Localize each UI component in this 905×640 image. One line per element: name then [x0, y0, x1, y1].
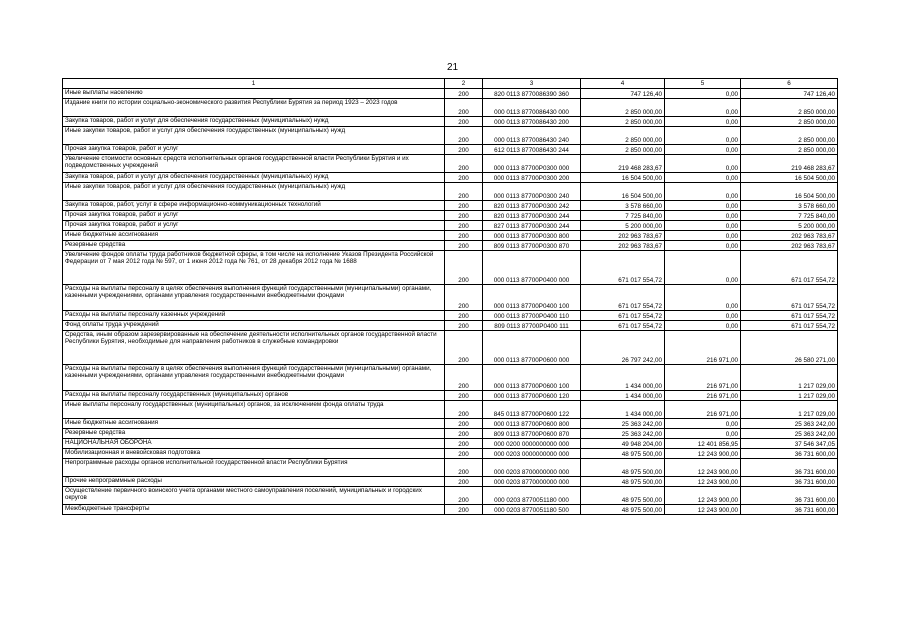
- row-amount: 671 017 554,72: [581, 285, 665, 311]
- row-amount: 49 948 204,00: [581, 439, 665, 449]
- row-total: 671 017 554,72: [741, 251, 838, 285]
- row-code: 200: [445, 321, 483, 331]
- table-row: [63, 439, 838, 449]
- table-row: [63, 285, 838, 311]
- row-amount: 25 363 242,00: [581, 429, 665, 439]
- row-amount: 5 200 000,00: [581, 221, 665, 231]
- row-code: 200: [445, 127, 483, 145]
- row-amount: 48 975 500,00: [581, 449, 665, 459]
- table-row: [63, 221, 838, 231]
- row-code: 200: [445, 311, 483, 321]
- row-code: 200: [445, 201, 483, 211]
- row-code: 200: [445, 439, 483, 449]
- table-row: [63, 477, 838, 487]
- row-code: 200: [445, 145, 483, 155]
- row-code: 200: [445, 241, 483, 251]
- row-kbk: 000 0113 87700P0300 000: [483, 155, 581, 173]
- row-amount: 26 797 242,00: [581, 331, 665, 365]
- table-row: [63, 505, 838, 515]
- table-row: [63, 155, 838, 173]
- row-total: 3 578 660,00: [741, 201, 838, 211]
- row-total: 1 217 029,00: [741, 401, 838, 419]
- table-row: [63, 391, 838, 401]
- row-name: Закупка товаров, работ и услуг для обеспечения государственных (муниципальных) нужд: [63, 173, 445, 183]
- row-change: 0,00: [665, 117, 741, 127]
- row-amount: 48 975 500,00: [581, 459, 665, 477]
- table-row: [63, 231, 838, 241]
- row-name: Иные бюджетные ассигнования: [63, 231, 445, 241]
- row-name: Иные выплаты населению: [63, 89, 445, 99]
- row-kbk: 000 0203 0000000000 000: [483, 449, 581, 459]
- row-change: 216 971,00: [665, 365, 741, 391]
- row-change: 0,00: [665, 241, 741, 251]
- row-change: 216 971,00: [665, 391, 741, 401]
- row-total: 26 580 271,00: [741, 331, 838, 365]
- table-row: [63, 89, 838, 99]
- row-name: Закупка товаров, работ, услуг в сфере информационно-коммуникационных технологий: [63, 201, 445, 211]
- header-col-4: 4: [581, 79, 665, 89]
- row-kbk: 809 0113 87700P0600 870: [483, 429, 581, 439]
- row-code: 200: [445, 89, 483, 99]
- row-change: 12 243 900,00: [665, 449, 741, 459]
- row-name: Мобилизационная и вневойсковая подготовка: [63, 449, 445, 459]
- row-kbk: 809 0113 87700P0300 870: [483, 241, 581, 251]
- row-kbk: 000 0200 0000000000 000: [483, 439, 581, 449]
- row-name: Иные закупки товаров, работ и услуг для обеспечения государственных (муниципальных) нужд: [63, 127, 445, 145]
- row-kbk: 000 0113 8770086430 000: [483, 99, 581, 117]
- row-name: Резервные средства: [63, 241, 445, 251]
- row-amount: 16 504 500,00: [581, 183, 665, 201]
- row-amount: 48 975 500,00: [581, 477, 665, 487]
- row-change: 0,00: [665, 311, 741, 321]
- row-name: Расходы на выплаты персоналу казенных учреждений: [63, 311, 445, 321]
- row-amount: 671 017 554,72: [581, 311, 665, 321]
- table-row: [63, 449, 838, 459]
- row-name: Прочие непрограммные расходы: [63, 477, 445, 487]
- row-change: 0,00: [665, 429, 741, 439]
- row-kbk: 000 0113 87700P0600 100: [483, 365, 581, 391]
- row-name: Расходы на выплаты персоналу государственных (муниципальных) органов: [63, 391, 445, 401]
- row-change: 0,00: [665, 321, 741, 331]
- row-change: 0,00: [665, 201, 741, 211]
- row-total: 1 217 029,00: [741, 391, 838, 401]
- row-change: 12 401 856,95: [665, 439, 741, 449]
- table-row: [63, 173, 838, 183]
- row-kbk: 000 0113 87700P0300 800: [483, 231, 581, 241]
- page-number: 21: [446, 62, 459, 73]
- row-total: 36 731 600,00: [741, 505, 838, 515]
- row-code: 200: [445, 231, 483, 241]
- row-amount: 2 850 000,00: [581, 145, 665, 155]
- row-code: 200: [445, 477, 483, 487]
- table-row: [63, 365, 838, 391]
- table-row: [63, 459, 838, 477]
- row-change: 12 243 900,00: [665, 505, 741, 515]
- row-kbk: 000 0113 87700P0600 120: [483, 391, 581, 401]
- row-kbk: 000 0203 8770000000 000: [483, 477, 581, 487]
- table-row: [63, 183, 838, 201]
- row-change: 0,00: [665, 221, 741, 231]
- row-total: 36 731 600,00: [741, 449, 838, 459]
- row-total: 671 017 554,72: [741, 285, 838, 311]
- row-total: 5 200 000,00: [741, 221, 838, 231]
- row-kbk: 000 0113 8770086430 200: [483, 117, 581, 127]
- row-amount: 25 363 242,00: [581, 419, 665, 429]
- row-total: 1 217 029,00: [741, 365, 838, 391]
- row-total: 36 731 600,00: [741, 487, 838, 505]
- table-header-row: [63, 79, 838, 89]
- row-change: 12 243 900,00: [665, 487, 741, 505]
- row-total: 7 725 840,00: [741, 211, 838, 221]
- row-kbk: 000 0113 87700P0300 240: [483, 183, 581, 201]
- row-total: 2 850 000,00: [741, 117, 838, 127]
- row-total: 2 850 000,00: [741, 127, 838, 145]
- row-amount: 48 975 500,00: [581, 505, 665, 515]
- row-kbk: 000 0113 87700P0400 100: [483, 285, 581, 311]
- table-body: [63, 89, 838, 515]
- row-total: 671 017 554,72: [741, 311, 838, 321]
- row-amount: 2 850 000,00: [581, 127, 665, 145]
- header-col-5: 5: [665, 79, 741, 89]
- row-total: 25 363 242,00: [741, 419, 838, 429]
- header-col-6: 6: [741, 79, 838, 89]
- table-row: [63, 145, 838, 155]
- header-col-3: 3: [483, 79, 581, 89]
- row-name: Осуществление первичного воинского учета органами местного самоуправления поселений, муниципальных и городских округов: [63, 487, 445, 505]
- row-name: Иные закупки товаров, работ и услуг для обеспечения государственных (муниципальных) нужд: [63, 183, 445, 201]
- table-row: [63, 487, 838, 505]
- row-name: Прочая закупка товаров, работ и услуг: [63, 145, 445, 155]
- row-change: 0,00: [665, 183, 741, 201]
- table-row: [63, 311, 838, 321]
- row-change: 0,00: [665, 211, 741, 221]
- row-change: 0,00: [665, 89, 741, 99]
- row-code: 200: [445, 459, 483, 477]
- row-code: 200: [445, 365, 483, 391]
- row-name: Иные выплаты персоналу государственных (муниципальных) органов, за исключением фонда оплаты труда: [63, 401, 445, 419]
- row-change: 216 971,00: [665, 401, 741, 419]
- table-row: [63, 251, 838, 285]
- row-code: 200: [445, 221, 483, 231]
- row-total: 202 963 783,67: [741, 231, 838, 241]
- row-code: 200: [445, 505, 483, 515]
- row-amount: 1 434 000,00: [581, 365, 665, 391]
- table-row: [63, 127, 838, 145]
- row-code: 200: [445, 419, 483, 429]
- row-change: 0,00: [665, 145, 741, 155]
- row-name: Иные бюджетные ассигнования: [63, 419, 445, 429]
- table-row: [63, 201, 838, 211]
- row-amount: 2 850 000,00: [581, 99, 665, 117]
- table-row: [63, 241, 838, 251]
- row-name: Фонд оплаты труда учреждений: [63, 321, 445, 331]
- row-total: 36 731 600,00: [741, 477, 838, 487]
- row-amount: 671 017 554,72: [581, 251, 665, 285]
- row-kbk: 000 0113 87700P0400 110: [483, 311, 581, 321]
- row-total: 16 504 500,00: [741, 183, 838, 201]
- row-code: 200: [445, 401, 483, 419]
- row-change: 216 971,00: [665, 331, 741, 365]
- row-kbk: 000 0113 87700P0400 000: [483, 251, 581, 285]
- row-amount: 219 468 283,67: [581, 155, 665, 173]
- header-col-2: 2: [445, 79, 483, 89]
- row-code: 200: [445, 117, 483, 127]
- row-kbk: 000 0203 8770051180 500: [483, 505, 581, 515]
- row-change: 0,00: [665, 251, 741, 285]
- row-amount: 1 434 000,00: [581, 391, 665, 401]
- row-change: 0,00: [665, 419, 741, 429]
- row-code: 200: [445, 331, 483, 365]
- table-row: [63, 331, 838, 365]
- table-row: [63, 99, 838, 117]
- row-total: 25 363 242,00: [741, 429, 838, 439]
- row-name: Закупка товаров, работ и услуг для обеспечения государственных (муниципальных) нужд: [63, 117, 445, 127]
- row-name: Резервные средства: [63, 429, 445, 439]
- row-name: Прочая закупка товаров, работ и услуг: [63, 211, 445, 221]
- row-code: 200: [445, 429, 483, 439]
- row-kbk: 820 0113 8770086390 360: [483, 89, 581, 99]
- row-total: 202 963 783,67: [741, 241, 838, 251]
- row-code: 200: [445, 99, 483, 117]
- row-total: 2 850 000,00: [741, 99, 838, 117]
- row-name: Расходы на выплаты персоналу в целях обеспечения выполнения функций государственными (муниципальными) органами, казенными учреждениями, органами управления государственными внебюджетными фондами: [63, 285, 445, 311]
- row-kbk: 845 0113 87700P0600 122: [483, 401, 581, 419]
- row-total: 16 504 500,00: [741, 173, 838, 183]
- row-kbk: 809 0113 87700P0400 111: [483, 321, 581, 331]
- row-code: 200: [445, 285, 483, 311]
- row-change: 0,00: [665, 127, 741, 145]
- row-amount: 7 725 840,00: [581, 211, 665, 221]
- table-row: [63, 117, 838, 127]
- row-total: 2 850 000,00: [741, 145, 838, 155]
- budget-table: [62, 78, 838, 515]
- row-kbk: 000 0113 87700P0600 800: [483, 419, 581, 429]
- row-amount: 747 126,40: [581, 89, 665, 99]
- row-amount: 16 504 500,00: [581, 173, 665, 183]
- row-code: 200: [445, 183, 483, 201]
- row-code: 200: [445, 251, 483, 285]
- row-amount: 48 975 500,00: [581, 487, 665, 505]
- table-row: [63, 401, 838, 419]
- row-code: 200: [445, 391, 483, 401]
- row-change: 0,00: [665, 99, 741, 117]
- row-amount: 202 963 783,67: [581, 231, 665, 241]
- row-name: Средства, иным образом зарезервированные на обеспечение деятельности исполнительных органов государственной власти Республики Бурятия, необходимые для направления работников в служебные командировки: [63, 331, 445, 365]
- row-kbk: 612 0113 8770086430 244: [483, 145, 581, 155]
- row-amount: 2 850 000,00: [581, 117, 665, 127]
- row-name: Издание книги по истории социально-экономического развития Республики Бурятия за период 1923 – 2023 годов: [63, 99, 445, 117]
- row-name: НАЦИОНАЛЬНАЯ ОБОРОНА: [63, 439, 445, 449]
- row-kbk: 000 0203 8700000000 000: [483, 459, 581, 477]
- row-change: 0,00: [665, 285, 741, 311]
- row-total: 747 126,40: [741, 89, 838, 99]
- row-total: 671 017 554,72: [741, 321, 838, 331]
- row-code: 200: [445, 211, 483, 221]
- row-total: 37 546 347,05: [741, 439, 838, 449]
- row-amount: 3 578 660,00: [581, 201, 665, 211]
- row-kbk: 820 0113 87700P0300 244: [483, 211, 581, 221]
- row-name: Увеличение стоимости основных средств исполнительных органов государственной власти Республики Бурятия и их подведомственных учреждений: [63, 155, 445, 173]
- row-change: 12 243 900,00: [665, 459, 741, 477]
- row-change: 0,00: [665, 155, 741, 173]
- row-code: 200: [445, 487, 483, 505]
- row-amount: 202 963 783,67: [581, 241, 665, 251]
- row-kbk: 000 0113 87700P0600 000: [483, 331, 581, 365]
- row-name: Прочая закупка товаров, работ и услуг: [63, 221, 445, 231]
- row-kbk: 000 0113 87700P0300 200: [483, 173, 581, 183]
- row-kbk: 000 0113 8770086430 240: [483, 127, 581, 145]
- row-change: 0,00: [665, 173, 741, 183]
- row-amount: 671 017 554,72: [581, 321, 665, 331]
- row-kbk: 820 0113 87700P0300 242: [483, 201, 581, 211]
- row-change: 12 243 900,00: [665, 477, 741, 487]
- row-code: 200: [445, 155, 483, 173]
- row-name: Непрограммные расходы органов исполнительной государственной власти Республики Бурятия: [63, 459, 445, 477]
- row-total: 219 468 283,67: [741, 155, 838, 173]
- row-code: 200: [445, 449, 483, 459]
- row-change: 0,00: [665, 231, 741, 241]
- row-name: Межбюджетные трансферты: [63, 505, 445, 515]
- table-row: [63, 429, 838, 439]
- table-row: [63, 321, 838, 331]
- row-amount: 1 434 000,00: [581, 401, 665, 419]
- row-total: 36 731 600,00: [741, 459, 838, 477]
- row-name: Увеличение фондов оплаты труда работников бюджетной сферы, в том числе на исполнение Указов Президента Российской Федерации от 7 мая 2012 года № 597, от 1 июня 2012 года № 761, от 28 декабря 2012 года № 1688: [63, 251, 445, 285]
- row-kbk: 000 0203 8770051180 000: [483, 487, 581, 505]
- header-col-1: 1: [63, 79, 445, 89]
- row-code: 200: [445, 173, 483, 183]
- table-row: [63, 419, 838, 429]
- row-kbk: 827 0113 87700P0300 244: [483, 221, 581, 231]
- row-name: Расходы на выплаты персоналу в целях обеспечения выполнения функций государственными (муниципальными) органами, казенными учреждениями, органами управления государственными внебюджетными фондами: [63, 365, 445, 391]
- table-row: [63, 211, 838, 221]
